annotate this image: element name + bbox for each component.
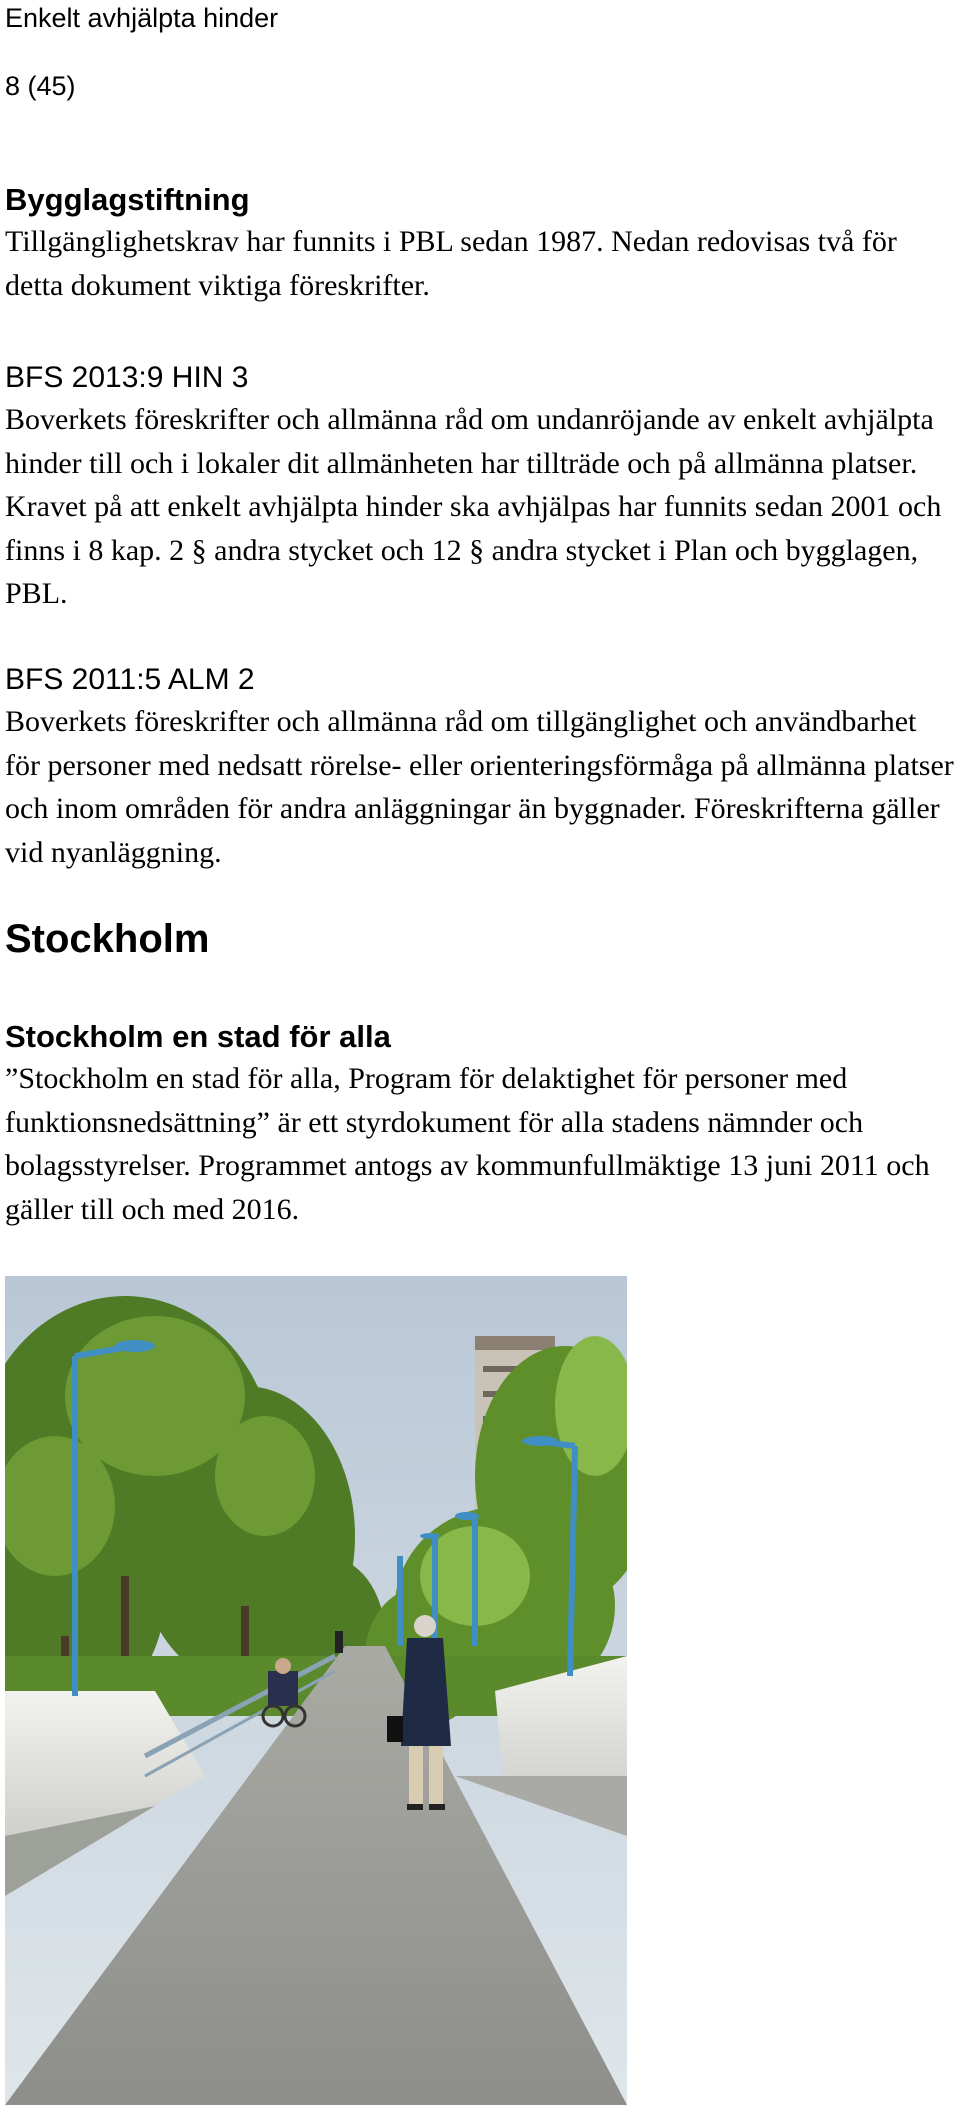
section-stockholm-en-stad — [5, 1017, 955, 1231]
paragraph-bfs-hin: Boverkets föreskrifter och allmänna råd om undanröjande av enkelt avhjälpta hinder till och i lokaler dit allmänheten har tillträde och på allmänna platser. Kravet på att enkelt avhjälpta hinder ska avhjälpas har funnits sedan 2001 och finns i 8 kap. 2 § andra stycket och 12 § andra stycket i Plan och bygglagen, PBL. — [5, 403, 942, 610]
page-number: 8 (45) — [5, 71, 76, 101]
paragraph-bfs-alm: Boverkets föreskrifter och allmänna råd om tillgänglighet och användbarhet för personer med nedsatt rörelse- eller orienteringsförmåga på allmänna platser och inom områden för andra anläggningar än byggnader. Föreskrifterna gäller vid nyanläggning. — [5, 705, 954, 869]
regulation-code-hin: BFS 2013:9 HIN 3 — [5, 361, 249, 394]
section-heading-bygglagstiftning: Bygglagstiftning — [5, 182, 250, 217]
paragraph-bygglagstiftning: Tillgänglighetskrav har funnits i PBL sedan 1987. Nedan redovisas två för detta dokument viktiga föreskrifter. — [5, 225, 897, 302]
photo-walkway — [5, 1276, 627, 2105]
document-title: Enkelt avhjälpta hinder — [5, 3, 279, 33]
section-bygglagstiftning — [5, 180, 955, 307]
chapter-heading-stockholm: Stockholm — [5, 917, 210, 961]
section-bfs-alm — [5, 660, 955, 874]
section-bfs-hin — [5, 358, 955, 616]
section-heading-stockholm-en-stad: Stockholm en stad för alla — [5, 1019, 391, 1054]
regulation-code-alm: BFS 2011:5 ALM 2 — [5, 663, 255, 696]
paragraph-stockholm-en-stad: ”Stockholm en stad för alla, Program för delaktighet för personer med funktionsnedsättning” är ett styrdokument för alla stadens nämnder och bolagsstyrelser. Programmet antogs av kommunfullmäktige 13 juni 2011 och gäller till och med 2016. — [5, 1062, 930, 1226]
walkway-photo-icon — [5, 1276, 627, 2105]
